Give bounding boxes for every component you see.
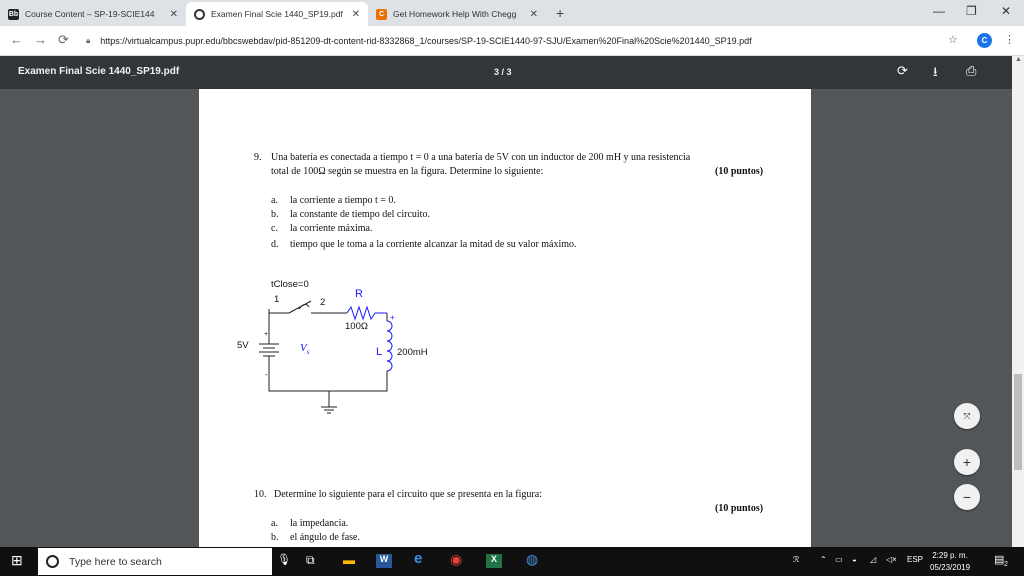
question-text-line: Determine lo siguiente para el circuito que se presenta en la figura: bbox=[274, 489, 542, 500]
item-letter: a. bbox=[271, 195, 278, 206]
url-field[interactable] bbox=[86, 30, 966, 52]
url-text: https://virtualcampus.pupr.edu/bbcswebdav/pid-851209-dt-content-rid-8332868_1/courses/SP-19-SCIE1440-97-SJU/Examen%20Final%20Scie%201440_SP19.pdf bbox=[100, 36, 752, 46]
show-hidden-icons[interactable]: ⌃ bbox=[820, 555, 827, 564]
forward-icon[interactable]: → bbox=[34, 32, 47, 47]
tab-strip bbox=[0, 0, 1024, 26]
taskbar-search-box[interactable] bbox=[38, 548, 272, 575]
language-indicator[interactable]: ESP bbox=[907, 555, 924, 564]
inductor-plus: + bbox=[390, 313, 395, 322]
volume-icon[interactable]: ◁× bbox=[886, 555, 897, 564]
file-explorer-icon[interactable]: ▬ bbox=[343, 553, 355, 567]
item-letter: a. bbox=[271, 518, 278, 529]
source-symbol: $V_s$ bbox=[300, 342, 310, 357]
close-tab-icon[interactable]: ✕ bbox=[169, 8, 178, 20]
notifications-icon[interactable]: ▤ bbox=[994, 554, 1005, 566]
question-text-line: total de 100Ω según se muestra en la figura. Determine lo siguiente: bbox=[271, 166, 544, 177]
switch-label: tClose=0 bbox=[271, 279, 309, 290]
bookmark-star-icon[interactable]: ☆ bbox=[948, 34, 958, 46]
inductor-label: L bbox=[376, 346, 383, 358]
blackboard-icon: Bb bbox=[8, 10, 19, 18]
points-label: (10 puntos) bbox=[715, 503, 764, 514]
time: 2:29 p. m. bbox=[932, 551, 968, 560]
back-icon[interactable]: ← bbox=[10, 32, 23, 47]
tab-course-content[interactable] bbox=[0, 2, 186, 26]
chegg-icon: C bbox=[376, 9, 387, 20]
item-letter: b. bbox=[271, 209, 279, 220]
pdf-page bbox=[199, 89, 811, 547]
excel-icon[interactable]: X bbox=[486, 554, 502, 568]
battery-icon[interactable]: ▭ bbox=[835, 555, 843, 564]
clock[interactable] bbox=[930, 550, 970, 574]
profile-avatar[interactable]: C bbox=[977, 33, 992, 48]
globe-icon bbox=[194, 9, 205, 20]
pdf-title: Examen Final Scie 1440_SP19.pdf bbox=[18, 66, 180, 77]
scroll-up-icon[interactable]: ▲ bbox=[1015, 56, 1022, 63]
close-window-icon[interactable]: ✕ bbox=[1001, 4, 1012, 18]
microphone-icon[interactable]: 🎙︎ bbox=[277, 554, 291, 566]
tab-title: Course Content – SP-19-SCIE144 bbox=[25, 9, 155, 19]
source-value: 5V bbox=[237, 340, 249, 351]
question-number: 10. bbox=[254, 489, 267, 500]
zoom-out-button[interactable]: − bbox=[954, 484, 980, 510]
tab-exam-pdf[interactable] bbox=[186, 2, 368, 26]
notification-count: 2 bbox=[1004, 561, 1008, 568]
scrollbar-thumb[interactable] bbox=[1014, 374, 1022, 470]
item-text: la corriente a tiempo t = 0. bbox=[290, 195, 396, 206]
rotate-icon[interactable]: ⟳ bbox=[897, 63, 908, 78]
task-view-icon[interactable]: ⧉ bbox=[306, 553, 315, 567]
close-tab-icon[interactable]: ✕ bbox=[351, 8, 360, 20]
item-text: el ángulo de fase. bbox=[290, 532, 360, 543]
item-letter: d. bbox=[271, 239, 279, 250]
question-number: 9. bbox=[254, 152, 262, 163]
rl-circuit-diagram bbox=[199, 89, 811, 547]
item-text: la impedancia. bbox=[290, 518, 349, 529]
tab-title: Get Homework Help With Chegg bbox=[393, 9, 517, 19]
people-icon[interactable]: ℛ bbox=[793, 555, 800, 564]
inductor-value: 200mH bbox=[397, 347, 428, 358]
reload-icon[interactable]: ⟳ bbox=[58, 32, 69, 47]
tab-title: Examen Final Scie 1440_SP19.pdf bbox=[211, 9, 343, 19]
points-label: (10 puntos) bbox=[715, 166, 764, 177]
minimize-icon[interactable]: — bbox=[933, 4, 945, 18]
cortana-icon bbox=[46, 555, 59, 568]
item-text: tiempo que le toma a la corriente alcanzar la mitad de su valor máximo. bbox=[290, 239, 577, 250]
print-icon[interactable]: ⎙ bbox=[966, 63, 977, 78]
chrome-icon[interactable]: ◉ bbox=[450, 551, 463, 567]
item-text: la corriente máxima. bbox=[290, 223, 373, 234]
fit-page-icon[interactable]: ⤧ bbox=[954, 403, 980, 429]
question-text-line: Una batería es conectada a tiempo t = 0 a una batería de 5V con un inductor de 200 mH y una resistencia bbox=[271, 152, 691, 163]
close-tab-icon[interactable]: ✕ bbox=[529, 8, 538, 20]
taskbar bbox=[0, 547, 1024, 576]
lock-icon: 🔒︎ bbox=[86, 36, 91, 45]
source-plus: + bbox=[264, 331, 269, 338]
new-tab-button[interactable]: + bbox=[556, 5, 565, 21]
switch-pin-1: 1 bbox=[274, 294, 280, 305]
page-indicator: 3 / 3 bbox=[494, 67, 512, 77]
scrollbar[interactable] bbox=[1012, 56, 1024, 547]
item-letter: b. bbox=[271, 532, 279, 543]
search-placeholder: Type here to search bbox=[69, 555, 162, 568]
pdf-toolbar bbox=[0, 56, 1012, 89]
resistor-label: R bbox=[355, 288, 363, 300]
zoom-in-button[interactable]: + bbox=[954, 449, 980, 475]
word-icon[interactable]: W bbox=[376, 554, 392, 568]
resistor-value: 100Ω bbox=[345, 321, 368, 332]
network-icon[interactable]: ◒ bbox=[852, 555, 857, 564]
item-letter: c. bbox=[271, 223, 278, 234]
source-minus: - bbox=[265, 370, 268, 379]
switch-pin-2: 2 bbox=[320, 297, 326, 308]
restore-icon[interactable]: ❐ bbox=[966, 4, 977, 18]
address-bar-row bbox=[0, 26, 1024, 56]
edge-icon[interactable]: e bbox=[414, 550, 423, 567]
item-text: la constante de tiempo del circuito. bbox=[290, 209, 430, 220]
tab-chegg[interactable] bbox=[368, 2, 546, 26]
date: 05/23/2019 bbox=[930, 563, 971, 572]
wifi-icon[interactable]: ◿ bbox=[870, 555, 877, 564]
windows-start-icon[interactable]: ⊞ bbox=[11, 552, 23, 568]
menu-icon[interactable]: ⋮ bbox=[1004, 34, 1015, 46]
download-icon[interactable]: ⭳ bbox=[933, 64, 938, 79]
app-icon[interactable]: ◍ bbox=[526, 551, 539, 567]
